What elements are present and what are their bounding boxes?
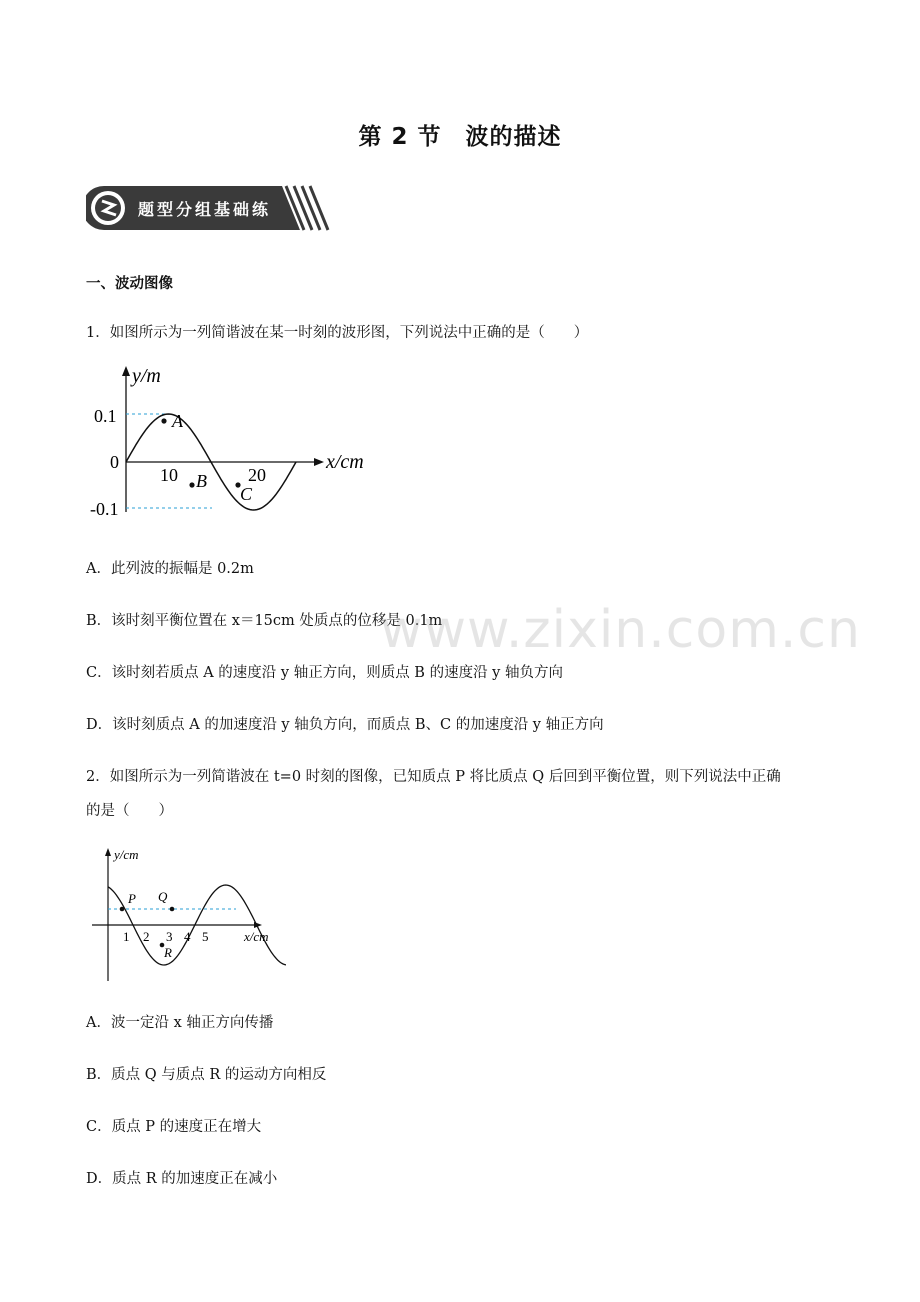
q2-option-c: C．质点 P 的速度正在增大 — [86, 1119, 262, 1135]
q1-y-tick-zero: 0 — [110, 452, 119, 472]
q1-y-tick-bottom: -0.1 — [90, 499, 119, 519]
watermark: www.zixin.com.cn — [380, 600, 861, 660]
q1-point-b: B — [196, 471, 207, 491]
q2-figure — [86, 845, 286, 985]
q1-figure — [86, 362, 376, 527]
q2-x-tick-2: 2 — [143, 929, 150, 944]
q1-stem — [86, 322, 588, 344]
q2-stem-text-1: 如图所示为一列简谐波在 t=0 时刻的图像，已知质点 P 将比质点 Q 后回到平衡位置，则下列说法中正确 — [109, 769, 781, 785]
q2-stem-line1 — [86, 766, 781, 788]
q2-number: 2． — [86, 769, 110, 785]
q2-point-p: P — [128, 891, 136, 906]
q2-point-r: R — [164, 945, 172, 960]
q2-x-tick-1: 1 — [123, 929, 130, 944]
q1-x-tick-20: 20 — [248, 465, 266, 485]
section-banner — [86, 183, 330, 233]
q2-x-tick-5: 5 — [202, 929, 209, 944]
q1-option-c: C．该时刻若质点 A 的速度沿 y 轴正方向，则质点 B 的速度沿 y 轴负方向 — [86, 665, 563, 681]
banner-label: 题型分组基础练 — [138, 200, 272, 219]
q2-option-d: D．质点 R 的加速度正在减小 — [86, 1171, 278, 1187]
q1-number: 1． — [86, 325, 110, 341]
q1-y-tick-top: 0.1 — [94, 406, 117, 426]
q2-y-axis-label: y/cm — [114, 847, 139, 862]
q1-point-a: A — [172, 411, 183, 431]
page-title: 第 2 节 波的描述 — [358, 124, 562, 150]
q2-x-tick-3: 3 — [166, 929, 173, 944]
q2-option-a: A．波一定沿 x 轴正方向传播 — [86, 1015, 274, 1031]
section-heading: 一、波动图像 — [86, 276, 173, 292]
q2-stem-line2: 的是（ ） — [86, 803, 173, 819]
q1-x-axis-label: x/cm — [326, 451, 364, 473]
q2-point-q: Q — [158, 889, 168, 904]
q1-x-tick-10: 10 — [160, 465, 178, 485]
q1-stem-text: 如图所示为一列简谐波在某一时刻的波形图，下列说法中正确的是（ ） — [109, 325, 589, 341]
q1-point-c: C — [240, 484, 253, 504]
q1-y-axis-label: y/m — [132, 365, 161, 387]
q2-x-tick-4: 4 — [184, 929, 191, 944]
q2-x-axis-label: x/cm — [244, 929, 269, 944]
q1-option-a: A．此列波的振幅是 0.2m — [86, 561, 254, 577]
q1-option-b: B．该时刻平衡位置在 x＝15cm 处质点的位移是 0.1m — [86, 613, 443, 629]
q2-option-b: B．质点 Q 与质点 R 的运动方向相反 — [86, 1067, 327, 1083]
q1-option-d: D．该时刻质点 A 的加速度沿 y 轴负方向，而质点 B、C 的加速度沿 y 轴正方向 — [86, 717, 604, 733]
